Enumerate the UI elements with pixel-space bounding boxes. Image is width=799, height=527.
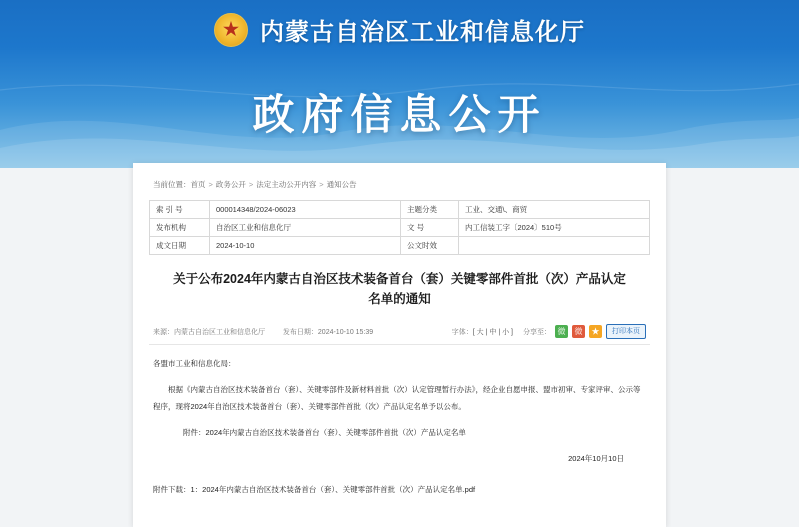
body-paragraph-main: 根据《内蒙古自治区技术装备首台（套）、关键零部件及新材料首批（次）认定管理暂行办法》，经企业自愿申报、盟市初审、专家评审、公示等程序，现将2024年自治区技术装备首台（套）、关键零部件首批（次）产品认定名单予以公布。 [153,385,641,411]
breadcrumb-prefix: 当前位置： [153,180,191,189]
document-metadata-table [149,200,650,255]
breadcrumb-item-announcements[interactable]: 通知公告 [326,180,357,189]
cell-document-number-value: 内工信装工字〔2024〕510号 [459,219,650,237]
table-row [150,201,650,219]
breadcrumb-separator: > [208,180,213,189]
document-body [149,345,650,516]
organization-name: 内蒙古自治区工业和信息化厅 [260,19,585,46]
page-title: 关于公布2024年内蒙古自治区技术装备首台（套）关键零部件首批（次）产品认定名单的通知 [173,272,626,306]
attachment-download-link[interactable]: 1：2024年内蒙古自治区技术装备首台（套）、关键零部件首批（次）产品认定名单.pdf [190,485,476,494]
body-attachment-note: 附件：2024年内蒙古自治区技术装备首台（套）、关键零部件首批（次）产品认定名单 [183,428,466,437]
national-emblem-icon [214,13,248,47]
cell-issuing-agency-value: 自治区工业和信息化厅 [210,219,401,237]
body-signature-date: 2024年10月10日 [568,454,624,463]
breadcrumb-item-statutory-disclosure[interactable]: 法定主动公开内容 [256,180,317,189]
body-salutation: 各盟市工业和信息化局： [153,359,236,368]
font-size-controls[interactable] [452,327,513,337]
source-value: 内蒙古自治区工业和信息化厅 [174,328,265,336]
cell-validity-value [459,237,650,255]
breadcrumb-item-government-affairs[interactable]: 政务公开 [215,180,246,189]
weibo-share-icon[interactable]: 微 [572,325,585,338]
site-banner [0,0,799,168]
table-row [150,219,650,237]
favorite-icon[interactable]: ★ [589,325,602,338]
breadcrumb [149,175,650,200]
document-meta-bar [149,321,650,345]
wechat-share-icon[interactable]: 微 [555,325,568,338]
table-row [150,237,650,255]
document-card [133,163,666,527]
cell-index-number-label: 索 引 号 [150,201,210,219]
cell-issue-date-label: 成文日期 [150,237,210,255]
site-brand [0,12,799,47]
cell-document-number-label: 文 号 [401,219,459,237]
document-tools [452,324,646,339]
source-label: 来源： [153,328,174,336]
breadcrumb-separator: > [319,180,324,189]
attachment-download-label: 附件下载： [153,485,191,494]
publish-date-value: 2024-10-10 15:39 [317,328,374,336]
print-page-button[interactable]: 打印本页 [606,324,646,339]
banner-headline: 政府信息公开 [252,91,547,138]
cell-issuing-agency-label: 发布机构 [150,219,210,237]
publish-date-label: 发布日期： [282,328,318,336]
attachment-download-row [153,481,646,498]
cell-subject-category-value: 工业、交通\、商贸 [459,201,650,219]
cell-validity-label: 公文时效 [401,237,459,255]
breadcrumb-separator: > [248,180,254,189]
font-size-label: 字体： [451,328,473,336]
cell-issue-date-value: 2024-10-10 [210,237,401,255]
share-label: 分享至： [523,328,551,336]
breadcrumb-item-home[interactable]: 首页 [190,180,206,189]
font-size-options[interactable]: [ 大 | 中 | 小 ] [472,328,513,336]
cell-subject-category-label: 主题分类 [401,201,459,219]
cell-index-number-value: 000014348/2024-06023 [210,201,401,219]
document-source-and-date [153,327,373,337]
